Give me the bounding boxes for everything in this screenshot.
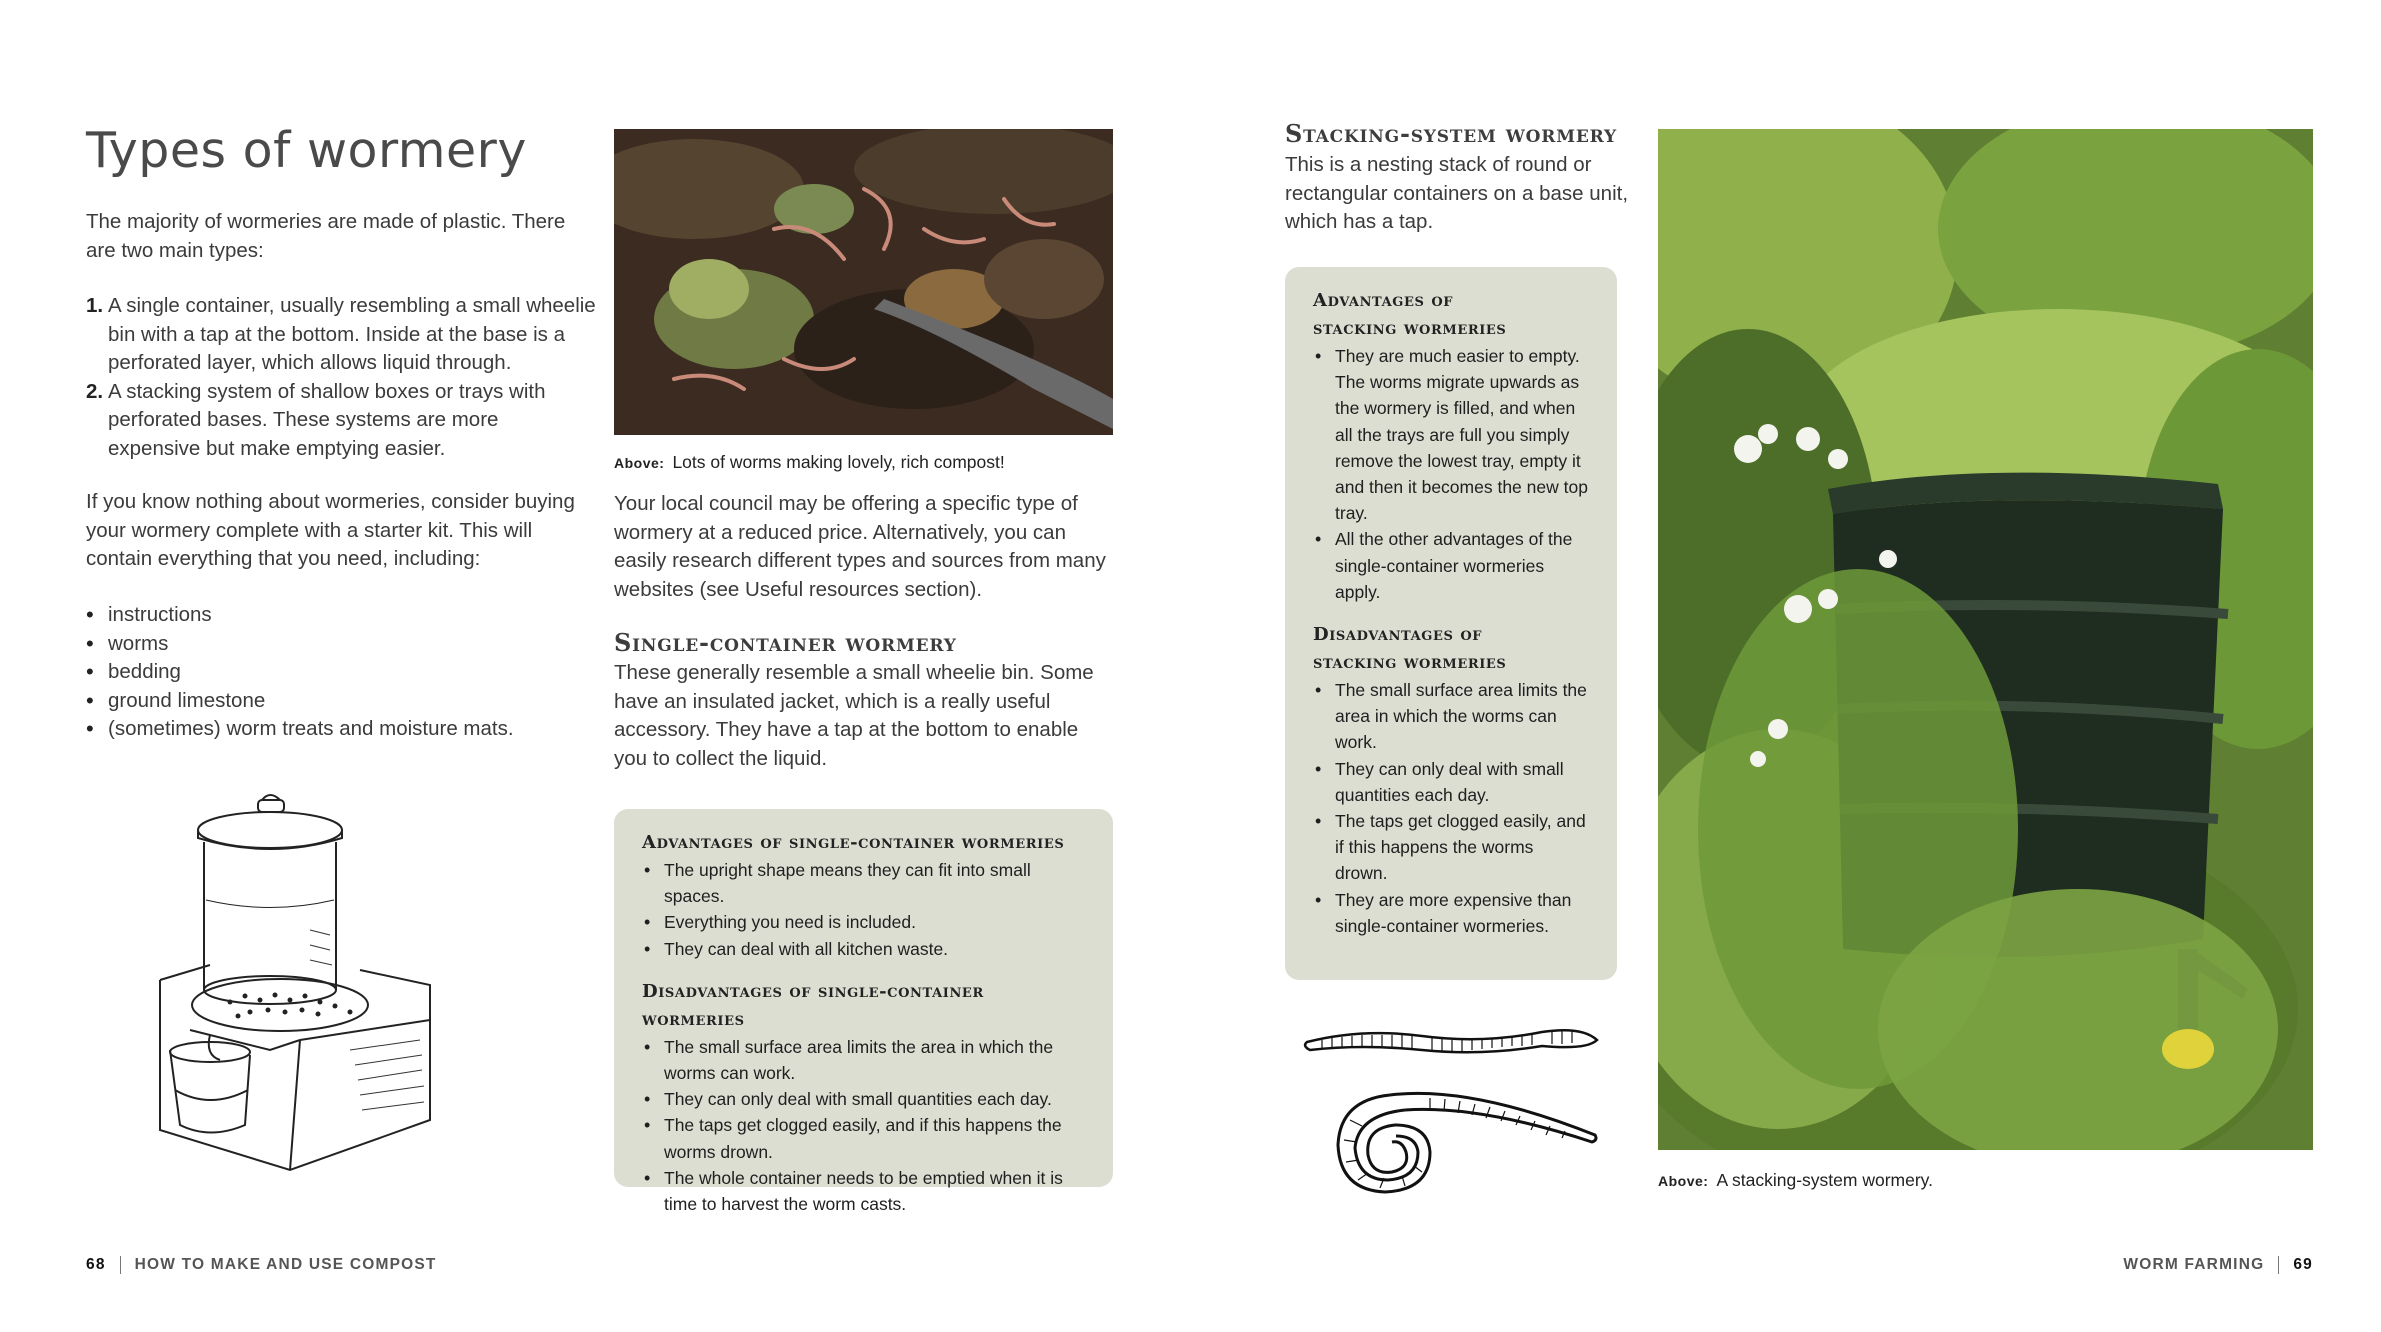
footer-left xyxy=(86,1256,437,1274)
list-item: • They are more expensive than single-container wormeries. xyxy=(1313,887,1589,939)
straight-worm-illustration xyxy=(1302,1010,1602,1070)
list-item: • They can deal with all kitchen waste. xyxy=(642,936,1085,962)
list-item: • instructions xyxy=(86,601,596,630)
advantages-heading: Advantages of stacking wormeries xyxy=(1313,290,1507,339)
page-number: 68 xyxy=(86,1256,106,1274)
stacking-wormery-photo xyxy=(1658,129,2313,1150)
list-item: 1. A single container, usually resembling a small wheelie bin with a tap at the bottom. Inside at the base is a perforated layer, which allows liquid through. xyxy=(86,294,596,374)
footer-chapter-title: WORM FARMING xyxy=(2123,1256,2265,1274)
footer-divider xyxy=(120,1256,121,1274)
footer-divider xyxy=(2278,1256,2279,1274)
list-item: • The small surface area limits the area in which the worms can work. xyxy=(642,1034,1085,1086)
list-item: • They can only deal with small quantities each day. xyxy=(1313,756,1589,808)
footer-right xyxy=(2123,1256,2313,1274)
list-item: • The taps get clogged easily, and if this happens the worms drown. xyxy=(642,1112,1085,1164)
list-item: • The small surface area limits the area in which the worms can work. xyxy=(1313,677,1589,756)
stacking-system-heading: Stacking-system wormery xyxy=(1285,119,1617,148)
list-item: 2. A stacking system of shallow boxes or trays with perforated bases. These systems are more expensive but make emptying easier. xyxy=(86,379,546,460)
list-item: • All the other advantages of the single-container wormeries apply. xyxy=(1313,526,1589,605)
kit-items-list xyxy=(86,601,596,744)
advantages-heading: Advantages of single-container wormeries xyxy=(642,832,1065,853)
list-item: • The taps get clogged easily, and if this happens the worms drown. xyxy=(1313,808,1589,887)
page-title: Types of wormery xyxy=(86,122,527,179)
list-item: • ground limestone xyxy=(86,687,596,716)
stacking-system-paragraph: This is a nesting stack of round or rectangular containers on a base unit, which has a tap. xyxy=(1285,153,1629,233)
compost-photo-caption: Above: Lots of worms making lovely, rich compost! xyxy=(614,452,1005,472)
disadvantages-list xyxy=(642,1034,1085,1217)
disadvantages-list xyxy=(1313,677,1589,939)
list-item: • bedding xyxy=(86,658,596,687)
advantages-list xyxy=(1313,343,1589,605)
list-item: • They are much easier to empty. The worms migrate upwards as the wormery is filled, and when all the trays are full you simply remove the lowest tray, empty it and then it becomes the new top tray. xyxy=(1313,343,1589,526)
advantages-list xyxy=(642,857,1085,962)
wormery-sketch-illustration xyxy=(150,790,480,1190)
disadvantages-heading: Disadvantages of stacking wormeries xyxy=(1313,624,1507,674)
stacking-pros-cons-box xyxy=(1285,267,1617,980)
list-item: • They can only deal with small quantities each day. xyxy=(642,1086,1085,1112)
coiled-worm-illustration xyxy=(1330,1080,1600,1200)
single-container-pros-cons-box xyxy=(614,809,1113,1215)
wormery-types-list xyxy=(86,292,596,463)
council-paragraph: Your local council may be offering a specific type of wormery at a reduced price. Alternatively, you can easily research different types and sources from many websites (see Useful resources section). xyxy=(614,492,1106,601)
starter-kit-paragraph: If you know nothing about wormeries, consider buying your wormery complete with a starter kit. This will contain everything that you need, including: xyxy=(86,490,575,570)
list-item: • The whole container needs to be emptied when it is time to harvest the worm casts. xyxy=(642,1165,1085,1217)
disadvantages-heading: Disadvantages of single-container wormeries xyxy=(642,980,984,1030)
single-container-heading: Single-container wormery xyxy=(614,628,957,657)
compost-worms-photo xyxy=(614,129,1113,435)
single-container-paragraph: These generally resemble a small wheelie bin. Some have an insulated jacket, which is a really useful accessory. They have a tap at the bottom to enable you to collect the liquid. xyxy=(614,661,1094,770)
footer-book-title: HOW TO MAKE AND USE COMPOST xyxy=(134,1256,437,1274)
stacking-photo-caption: Above: A stacking-system wormery. xyxy=(1658,1170,1933,1190)
list-item: • The upright shape means they can fit into small spaces. xyxy=(642,857,1085,909)
page-number: 69 xyxy=(2293,1256,2313,1274)
list-item: • Everything you need is included. xyxy=(642,909,1085,935)
intro-paragraph: The majority of wormeries are made of plastic. There are two main types: xyxy=(86,210,566,262)
list-item: • worms xyxy=(86,630,596,659)
list-item: • (sometimes) worm treats and moisture mats. xyxy=(86,715,596,744)
